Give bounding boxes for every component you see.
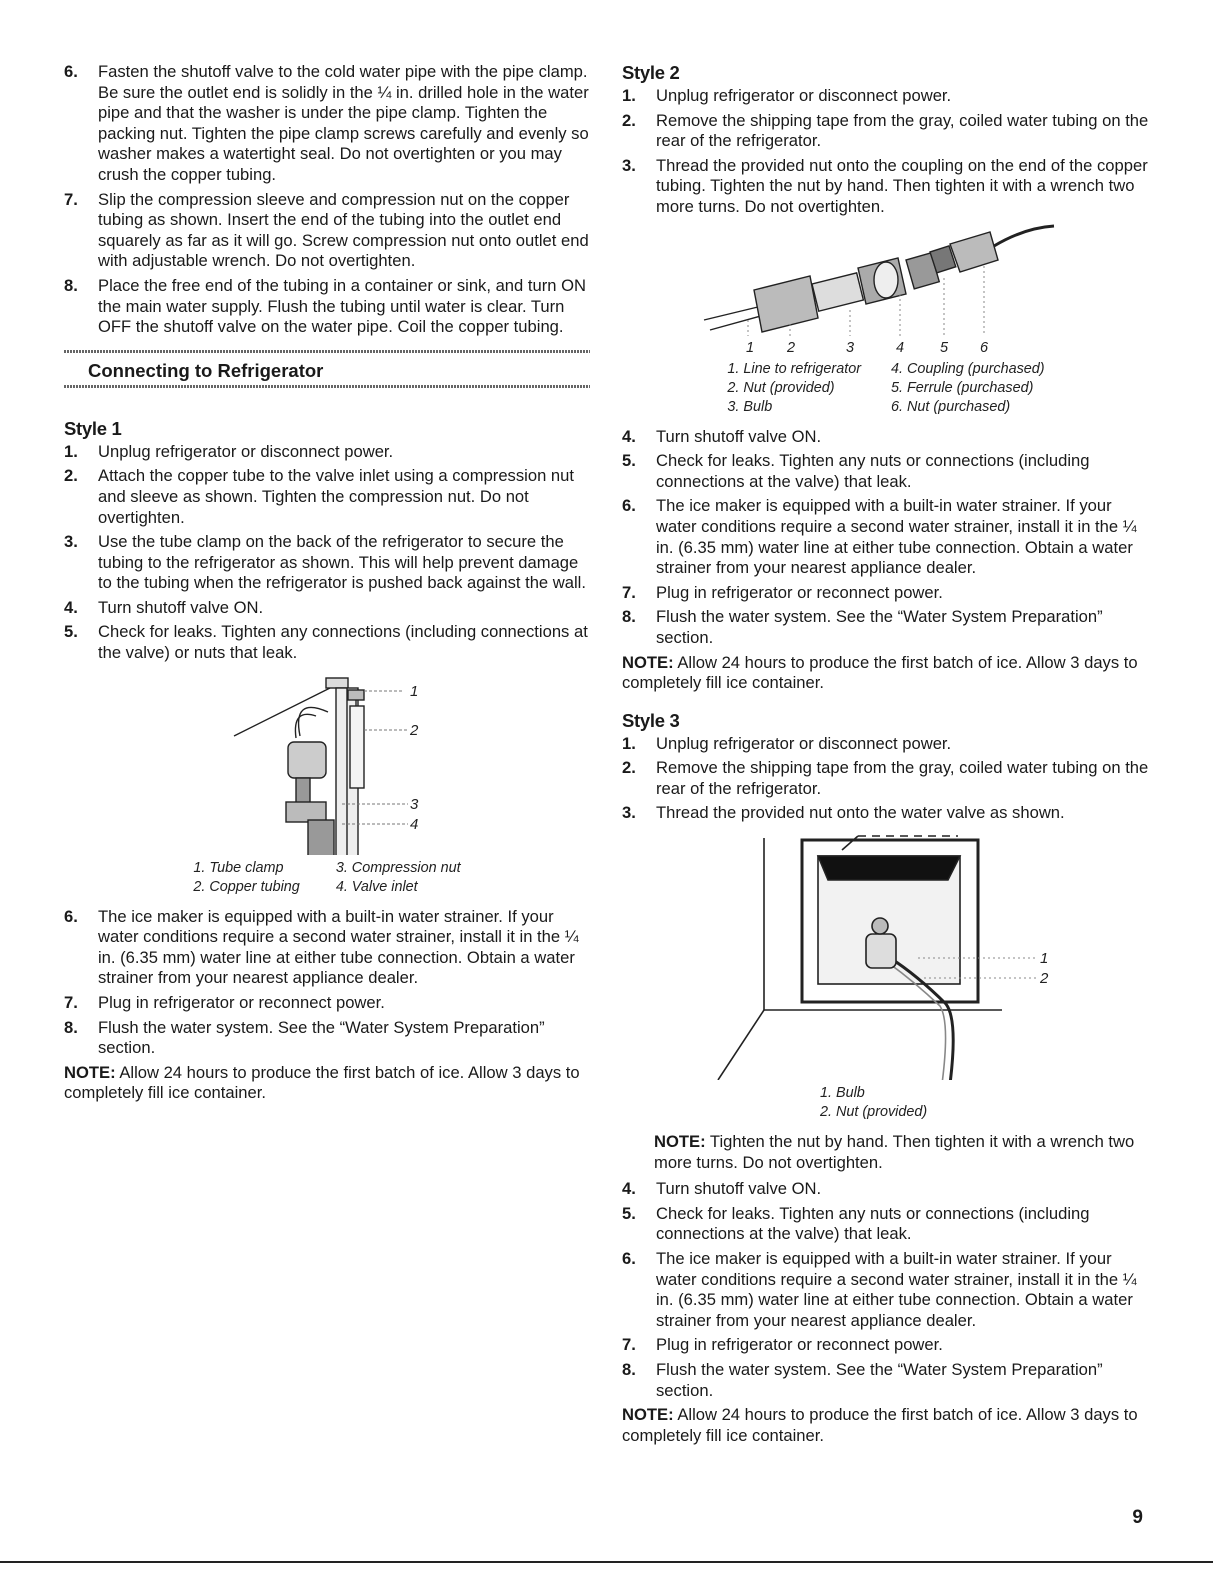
caption-item: 4. Coupling (purchased): [891, 360, 1045, 377]
list-item: 4. Turn shutoff valve ON.: [622, 1179, 822, 1199]
caption-item: 6. Nut (purchased): [891, 398, 1011, 415]
list-item: 6. Fasten the shutoff valve to the cold water pipe with the pipe clamp. Be sure the outlet end is solidly in the ¼ in. drilled hole in the water pipe and that the washer is under the pipe clamp. Tighten the packing nut. Tighten the pipe clamp screws carefully and evenly so washer makes a watertight seal. Do not overtighten or you may crush the copper tubing.: [64, 62, 589, 184]
callout-label: 2: [410, 721, 419, 739]
list-item: 3. Thread the provided nut onto the coupling on the end of the copper tubing. Tighten the nut by hand. Then tighten it with a wrench two more turns. Do not overtighten.: [622, 155, 1148, 216]
note-label: NOTE:: [64, 1062, 116, 1082]
style2-figure-caption: [622, 360, 1150, 417]
callout-label: 1: [410, 682, 419, 700]
list-item: 5. Check for leaks. Tighten any nuts or connections (including connections at the valve) that leak.: [622, 1203, 1090, 1244]
list-item: 6. The ice maker is equipped with a built-in water strainer. If your water conditions require a second water strainer, install it in the ¼ in. (6.35 mm) water line at either tube connection. Obtain a water strainer from your nearest appliance dealer.: [622, 496, 1137, 578]
list-item: 4. Turn shutoff valve ON.: [622, 426, 822, 446]
list-item: 8. Flush the water system. See the “Water System Preparation” section.: [622, 1360, 1103, 1400]
list-item: 7. Plug in refrigerator or reconnect power.: [64, 993, 385, 1013]
list-item: 8. Flush the water system. See the “Water System Preparation” section.: [64, 1017, 545, 1058]
section-title: Connecting to Refrigerator: [88, 359, 324, 381]
list-item: 2. Remove the shipping tape from the gray, coiled water tubing on the rear of the refrigerator.: [622, 758, 1149, 798]
callout-label: 4: [896, 339, 905, 356]
list-item: 8. Place the free end of the tubing in a container or sink, and turn ON the main water supply. Flush the tubing until water is clear. Turn OFF the shutoff valve on the water pipe. Coil the copper tubing.: [64, 275, 586, 337]
style3-figure: [622, 830, 1150, 1080]
style3-heading: Style 3: [622, 709, 680, 731]
style3-figure-caption: [622, 1084, 1150, 1122]
list-item: 5. Check for leaks. Tighten any connections (including connections at the valve) or nuts that leak.: [64, 622, 588, 663]
section-header: [64, 350, 590, 388]
callout-label: 3: [846, 339, 855, 356]
list-item: 1. Unplug refrigerator or disconnect power.: [622, 86, 952, 105]
style1-note: [64, 1063, 590, 1104]
callout-label: 6: [980, 339, 989, 356]
caption-item: 4. Valve inlet: [335, 878, 418, 895]
caption-item: 1. Bulb: [820, 1085, 865, 1102]
list-item: 4. Turn shutoff valve ON.: [64, 597, 264, 617]
caption-item: 2. Copper tubing: [193, 878, 300, 895]
style1-heading: Style 1: [64, 417, 122, 439]
style1-steps-continued: [64, 907, 590, 1059]
callout-label: 2: [787, 339, 796, 356]
list-item: 8. Flush the water system. See the “Water System Preparation” section.: [622, 607, 1103, 647]
style2-steps: [622, 86, 1150, 218]
callout-label: 2: [1040, 970, 1049, 988]
style1-figure: [64, 670, 590, 855]
note-text: Tighten the nut by hand. Then tighten it with a wrench two more turns. Do not overtighten.: [654, 1132, 1135, 1172]
list-item: 7. Slip the compression sleeve and compression nut on the copper tubing as shown. Insert the end of the tubing into the outlet end squarely as far as it will go. Screw compression nut onto outlet end with adjustable wrench. Do not overtighten.: [64, 189, 589, 271]
note-text: Allow 24 hours to produce the first batch of ice. Allow 3 days to completely fill ice container.: [64, 1062, 580, 1103]
style2-steps-continued: [622, 427, 1150, 649]
style3-inner-note: [622, 1132, 1150, 1173]
callout-label: 3: [410, 795, 419, 813]
style2-note: [622, 653, 1150, 694]
note-label: NOTE:: [622, 1405, 674, 1425]
note-label: NOTE:: [654, 1132, 706, 1152]
coupling-illustration: [622, 224, 1150, 356]
list-item: 5. Check for leaks. Tighten any nuts or connections (including connections at the valve) that leak.: [622, 451, 1090, 491]
list-item: 6. The ice maker is equipped with a built-in water strainer. If your water conditions require a second water strainer, install it in the ¼ in. (6.35 mm) water line at either tube connection. Obtain a water strainer from your nearest appliance dealer.: [64, 906, 579, 988]
list-item: 1. Unplug refrigerator or disconnect power.: [64, 441, 394, 461]
caption-item: 1. Line to refrigerator: [727, 360, 861, 377]
list-item: 6. The ice maker is equipped with a built-in water strainer. If your water conditions require a second water strainer, install it in the ¼ in. (6.35 mm) water line at either tube connection. Obtain a water strainer from your nearest appliance dealer.: [622, 1249, 1137, 1330]
shutoff-valve-steps: [64, 62, 590, 338]
callout-label: 1: [1040, 950, 1049, 968]
list-item: 7. Plug in refrigerator or reconnect power.: [622, 582, 943, 602]
caption-item: 3. Compression nut: [335, 859, 461, 876]
callout-label: 5: [940, 339, 949, 356]
section-divider: [64, 385, 590, 388]
note-label: NOTE:: [622, 652, 674, 672]
list-item: 2. Attach the copper tube to the valve inlet using a compression nut and sleeve as shown. Tighten the compression nut. Do not overtighten.: [64, 466, 574, 527]
section-divider: [64, 350, 590, 353]
style1-figure-caption: [64, 859, 590, 897]
list-item: 7. Plug in refrigerator or reconnect power.: [622, 1335, 943, 1355]
caption-item: 2. Nut (provided): [820, 1104, 928, 1121]
style2-heading: Style 2: [622, 62, 680, 83]
caption-item: 3. Bulb: [727, 398, 773, 415]
list-item: 3. Thread the provided nut onto the water valve as shown.: [622, 803, 1065, 823]
callout-label: 1: [746, 339, 755, 356]
style1-steps: [64, 442, 590, 664]
right-column: [622, 62, 1150, 1446]
note-text: Allow 24 hours to produce the first batch of ice. Allow 3 days to completely fill ice container.: [622, 652, 1138, 693]
footer-rule: [0, 1561, 1213, 1563]
style3-steps: [622, 734, 1150, 824]
left-column: [64, 62, 590, 1104]
callout-label: 4: [410, 815, 419, 833]
list-item: 3. Use the tube clamp on the back of the refrigerator to secure the tubing to the refrigerator as shown. This will help prevent damage to the tubing when the refrigerator is pushed back against the wall.: [64, 532, 586, 593]
style3-note: [622, 1405, 1150, 1446]
valve-inlet-illustration: [64, 670, 590, 855]
caption-item: 2. Nut (provided): [727, 379, 835, 396]
style2-figure: [622, 224, 1150, 356]
caption-item: 1. Tube clamp: [193, 859, 284, 876]
water-valve-illustration: [622, 830, 1150, 1080]
style3-steps-continued: [622, 1179, 1150, 1401]
page-number: 9: [1132, 1507, 1143, 1528]
list-item: 1. Unplug refrigerator or disconnect power.: [622, 733, 952, 753]
note-text: Allow 24 hours to produce the first batch of ice. Allow 3 days to completely fill ice container.: [622, 1405, 1138, 1445]
list-item: 2. Remove the shipping tape from the gray, coiled water tubing on the rear of the refrigerator.: [622, 110, 1149, 151]
caption-item: 5. Ferrule (purchased): [891, 379, 1034, 396]
